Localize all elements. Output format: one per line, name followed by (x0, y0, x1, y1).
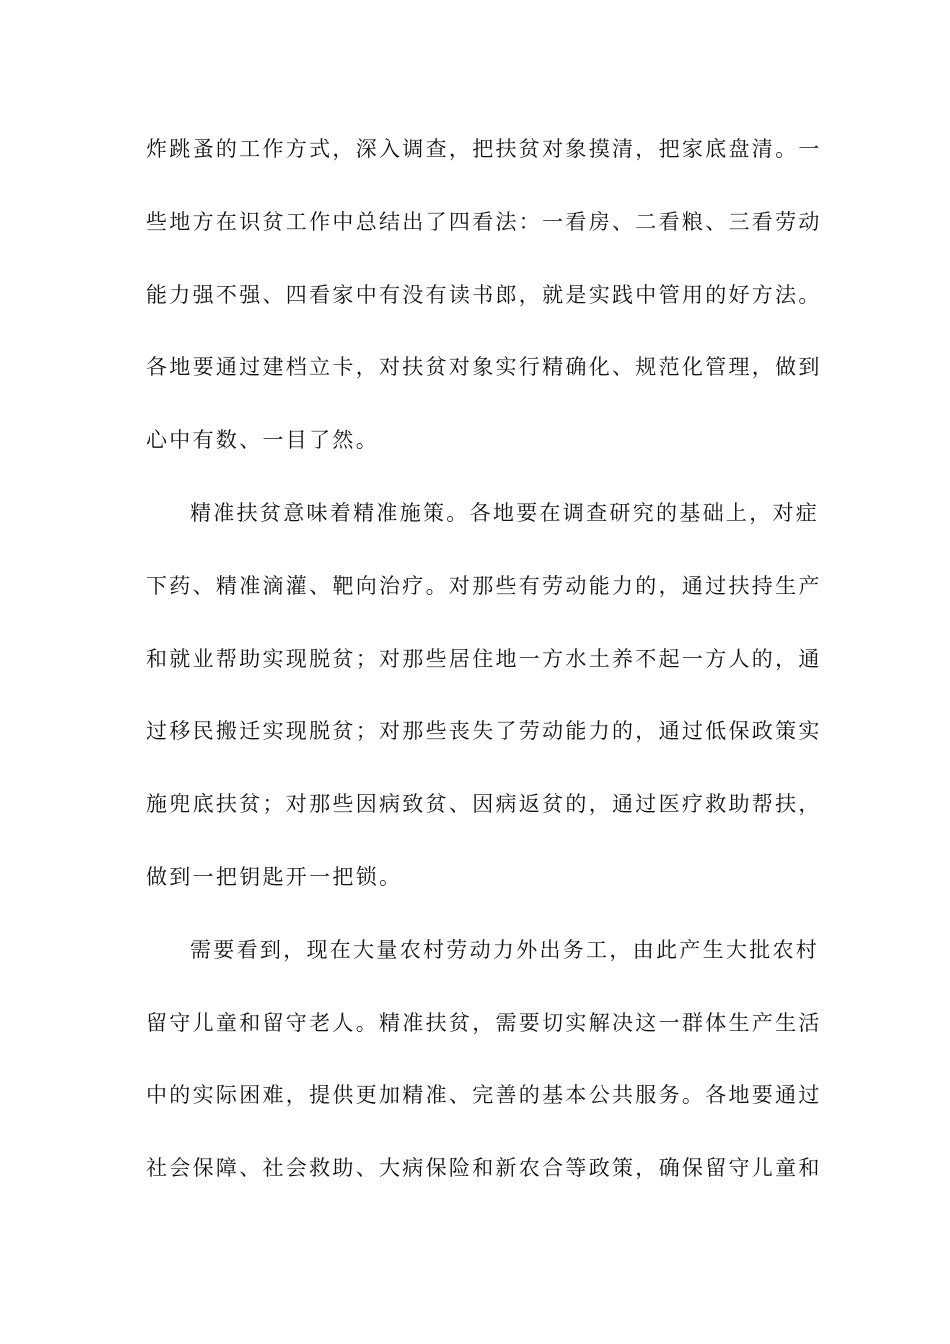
paragraph-2 (146, 495, 822, 932)
text-line: 各地要通过建档立卡，对扶贫对象实行精确化、规范化管理，做到 (146, 355, 822, 380)
text-line: 留守儿童和留守老人。精准扶贫，需要切实解决这一群体生产生活 (146, 1010, 822, 1035)
paragraph-3 (146, 932, 822, 1223)
text-line: 社会保障、社会救助、大病保险和新农合等政策，确保留守儿童和 (146, 1156, 822, 1181)
text-line: 需要看到，现在大量农村劳动力外出务工，由此产生大批农村 (190, 937, 820, 962)
document-body (146, 131, 822, 1223)
text-line: 精准扶贫意味着精准施策。各地要在调查研究的基础上，对症 (190, 500, 820, 525)
paragraph-1 (146, 131, 822, 495)
text-line: 些地方在识贫工作中总结出了四看法：一看房、二看粮、三看劳动 (146, 209, 822, 234)
text-line: 过移民搬迁实现脱贫；对那些丧失了劳动能力的，通过低保政策实 (146, 719, 822, 744)
text-line: 心中有数、一目了然。 (146, 428, 379, 453)
text-line: 做到一把钥匙开一把锁。 (146, 864, 403, 889)
text-line: 能力强不强、四看家中有没有读书郎，就是实践中管用的好方法。 (146, 282, 822, 307)
text-line: 施兜底扶贫；对那些因病致贫、因病返贫的，通过医疗救助帮扶， (146, 792, 822, 817)
text-line: 下药、精准滴灌、靶向治疗。对那些有劳动能力的，通过扶持生产 (146, 573, 822, 598)
text-line: 和就业帮助实现脱贫；对那些居住地一方水土养不起一方人的，通 (146, 646, 822, 671)
text-line: 炸跳蚤的工作方式，深入调查，把扶贫对象摸清，把家底盘清。一 (146, 137, 822, 161)
text-line: 中的实际困难，提供更加精准、完善的基本公共服务。各地要通过 (146, 1083, 822, 1108)
